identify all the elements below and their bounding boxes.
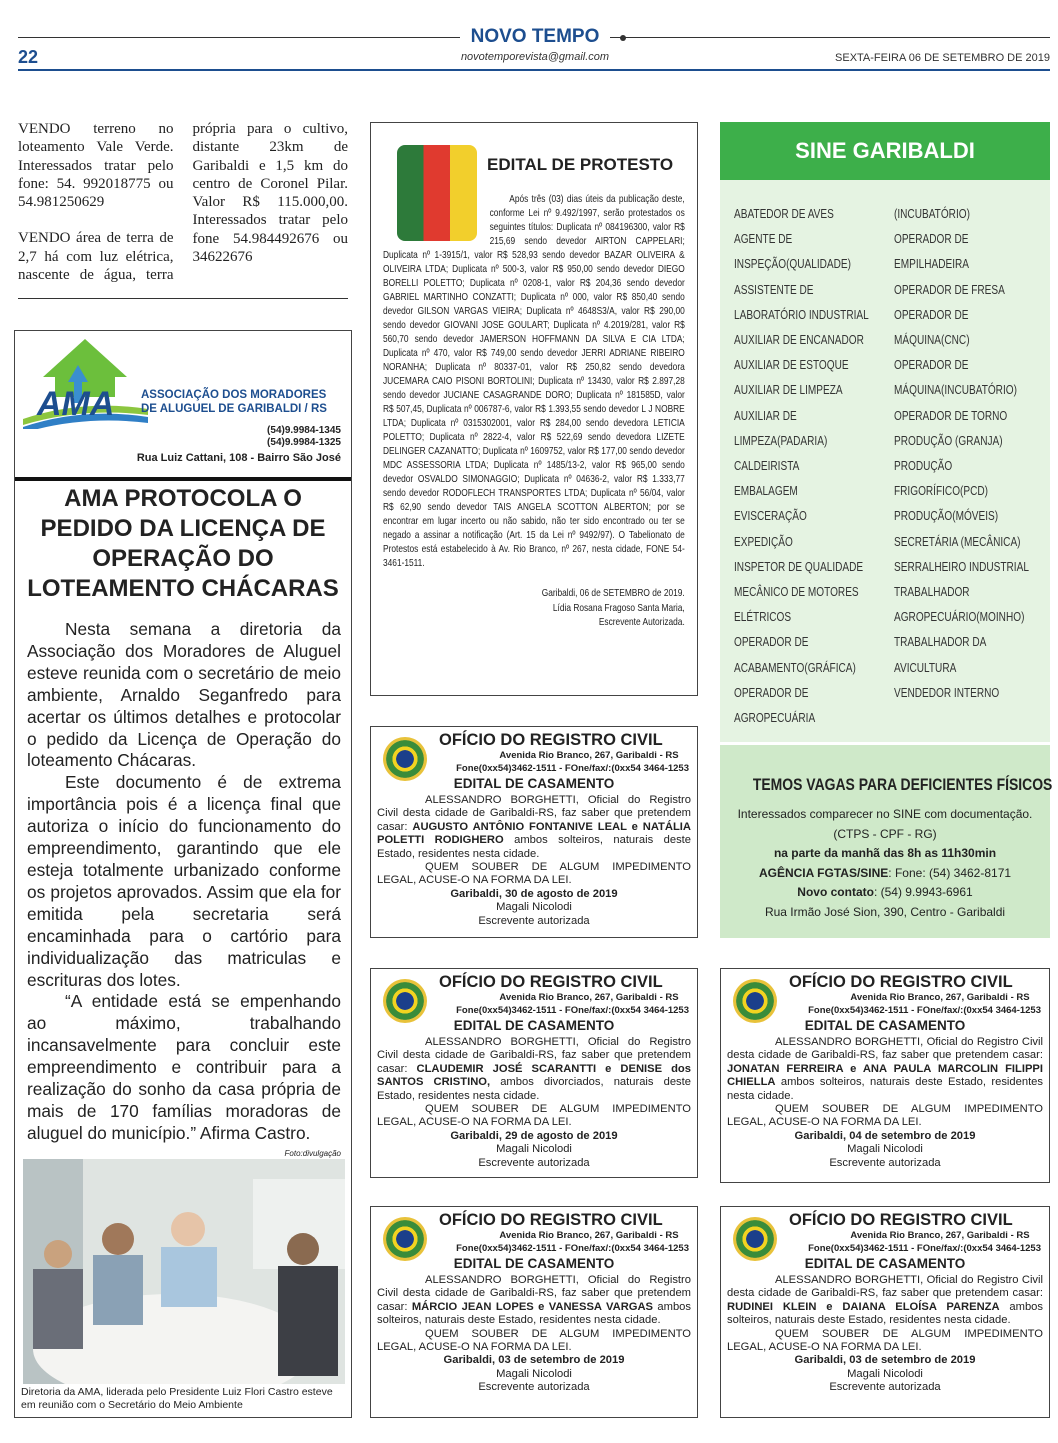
- meeting-photo: [23, 1159, 345, 1384]
- job-item: OPERADOR DE: [734, 635, 809, 650]
- notice-body: [377, 1274, 691, 1395]
- classified-ad: VENDO terreno no loteamento Vale Verde. Interessados tratar pelo fone: 54. 992018775 ou 54.981250629: [18, 121, 174, 211]
- registry-phone: Fone(0xx54)3462-1511 - FOne/fax/:(0xx54 3464-1253: [808, 1243, 1041, 1254]
- protest-notice: [370, 122, 698, 696]
- job-item: AUXILIAR DE ESTOQUE: [734, 358, 849, 373]
- intro: ALESSANDRO BORGHETTI, Oficial do Registro Civil desta cidade de Garibaldi-RS, faz saber que pretendem casar:: [377, 794, 691, 833]
- newspaper-brand: NOVO TEMPO: [460, 26, 610, 48]
- job-item: SECRETÁRIA (MECÂNICA): [894, 534, 1021, 549]
- job-item: OPERADOR DE: [894, 232, 969, 247]
- org-line: DE ALUGUEL DE GARIBALDI / RS: [141, 403, 327, 415]
- job-item: LIMPEZA(PADARIA): [734, 433, 828, 448]
- ama-logo-text: AMA: [37, 385, 115, 423]
- signer: Magali Nicolodi: [496, 1143, 572, 1156]
- registry-address: Avenida Rio Branco, 267, Garibaldi - RS: [499, 992, 679, 1003]
- notice-subtitle: EDITAL DE CASAMENTO: [453, 1018, 615, 1033]
- signer-role: Escrevente autorizada: [829, 1381, 941, 1394]
- marriage-notice: [370, 968, 698, 1178]
- registry-title: OFÍCIO DO REGISTRO CIVIL: [439, 973, 663, 991]
- notice-body: [727, 1274, 1043, 1395]
- contact-phone: [720, 883, 1050, 903]
- couple-details: ambos divorciados, naturais deste Estado, residentes nesta cidade.: [377, 1076, 691, 1102]
- job-item: EXPEDIÇÃO: [734, 534, 793, 549]
- header-blue-rule: [18, 69, 1050, 71]
- job-item: INSPEÇÃO(QUALIDADE): [734, 257, 852, 272]
- couple-names: MÁRCIO JEAN LOPES e VANESSA VARGAS: [411, 1300, 654, 1313]
- info-line: na parte da manhã das 8h as 11h30min: [773, 846, 997, 860]
- intro: ALESSANDRO BORGHETTI, Oficial do Registro Civil desta cidade de Garibaldi-RS, faz saber que pretendem casar:: [727, 1036, 1043, 1062]
- value: : Fone: (54) 3462-8171: [888, 865, 1012, 880]
- job-item: OPERADOR DE FRESA: [894, 282, 1005, 297]
- paragraph: Este documento é de extrema importância pois é a licença final que autoriza o início do funcionamento do empreendimento, garantindo que ele esteja totalmente urbanizado conforme os projetos aprovados. Assim que ela for emitida pela secretaria será encaminhada para o cartório para individualização das matriculas e escrituras dos lotes.: [27, 772, 341, 990]
- job-item: TRABALHADOR DA: [894, 635, 987, 650]
- job-item: AUXILIAR DE: [734, 408, 797, 423]
- org-line: ASSOCIAÇÃO DOS MORADORES: [141, 389, 327, 401]
- job-item: PRODUÇÃO (GRANJA): [894, 433, 1003, 448]
- warning: QUEM SOUBER DE ALGUM IMPEDIMENTO LEGAL, ACUSE-O NA FORMA DA LEI.: [727, 1103, 1043, 1129]
- job-item: AGENTE DE: [734, 232, 793, 247]
- job-item: AVICULTURA: [894, 660, 957, 675]
- job-item: AUXILIAR DE ENCANADOR: [734, 333, 864, 348]
- notice-text: [377, 1036, 691, 1103]
- notice-subtitle: EDITAL DE CASAMENTO: [804, 1018, 966, 1033]
- notice-text: Após três (03) dias úteis da publicação deste, conforme Lei nº 9.492/1997, serão protestados os seguintes títulos: Duplicata nº 084196300, valor R$ 215,69 sendo devedor AIRTON CAPPELARI; Duplicata nº 1-3915/1, valor R$ 528,93 sendo devedor BAZAR OLIVEIRA & OLIVEIRA LTDA; Duplicata nº 500-3, valor R$ 950,00 sendo devedor DIEGO BORELLI POLETTO; Duplicata nº 0208-1, valor R$ 204,36 sendo devedor GABRIEL MARTINHO CONZATTI; Duplicata nº 000, valor R$ 850,40 sendo devedor GILSON VARGAS VIEIRA; Duplicata nº 4648S3/A, valor R$ 290,00 sendo devedor GIOVANI JOSE GOULART; Duplicata nº 4.2019/281, valor R$ 560,70 sendo devedor JAMERSON HOFFMANN DA SILVA E CIA LTDA; Duplicata nº 470, valor R$ 749,00 sendo devedor JERRI ADRIANE RIBEIRO NORANHA; Duplicata nº 80337-01, valor R$ 250,82 sendo devedora JUCEMARA CAIO PISONI BORTOLINI; Duplicata nº 13430, valor R$ 2.897,28 sendo devedor JUCIANE CASAGRANDE DORO; Duplicata nº 181585D, valor R$ 507,45, Duplicata nº 006787-6, valor R$ 1.393,55 sendo devedor L J NOBRE LTDA; Duplicata nº 0315302001, valor R$ 284,00 sendo devedora LETICIA POLETTO; Duplicata nº 2822-4, valor R$ 522,69 sendo devedora LIZETE DELINGER CAZANATTO; Duplicata nº 1609752, valor R$ 177,00 sendo devedor MDC ASSESSORIA LTDA; Duplicata nº 1485/13-2, valor R$ 965,00 sendo devedor OSVALDO SIMONAGGIO; Duplicata nº 04636-2, valor R$ 1.333,77 sendo devedor RODOFLECH TRANSPORTES LTDA; Duplicata nº 56/04, valor R$ 62,90 sendo devedor TAIS ANGELA SCOTTON ALBERTON; por se encontrar em lugar incerto ou não sabido, não ter sido encontrado ou ter se negado a assinar a notificação (Art. 15 da Lei nº 9492/97). O Tabelionato de Protestos está estabelecido à Av. Rio Branco, nº 267, nesta cidade, FONE 54-3461-1511.: [383, 194, 685, 569]
- page-number: 22: [18, 47, 39, 67]
- sign-name: Lídia Rosana Fragoso Santa Maria,: [552, 602, 685, 614]
- ama-article: [14, 330, 352, 1418]
- registry-address: Avenida Rio Branco, 267, Garibaldi - RS: [499, 1230, 679, 1241]
- sine-address: Rua Irmão José Sion, 390, Centro - Garibaldi: [764, 904, 1006, 919]
- job-item: LABORATÓRIO INDUSTRIAL: [734, 307, 869, 322]
- classified-ad: VENDO área de terra de 2,7 há com luz elétrica, nascente de água, terra própria para o cultivo, distante 23km de Garibaldi e 1,5 km do centro de Coronel Pilar. Valor R$ 115.000,00. Interessados tratar pelo fone 54.984492676 ou 34622676: [18, 121, 348, 284]
- signer-role: Escrevente autorizada: [829, 1156, 941, 1169]
- sine-job-list: [720, 180, 1050, 742]
- sine-title: SINE GARIBALDI: [720, 122, 1050, 180]
- registry-address: Avenida Rio Branco, 267, Garibaldi - RS: [850, 1230, 1030, 1241]
- couple-details: ambos solteiros, naturais deste Estado, residentes nesta cidade.: [727, 1300, 1044, 1327]
- notice-title: EDITAL DE PROTESTO: [487, 155, 674, 174]
- couple-names: AUGUSTO ANTÔNIO FONTANIVE LEAL e NATÁLIA POLETTI RODIGHERO: [377, 820, 691, 847]
- intro: ALESSANDRO BORGHETTI, Oficial do Registro Civil desta cidade de Garibaldi-RS, faz saber que pretendem casar:: [377, 1274, 691, 1313]
- job-item: MÁQUINA(INCUBATÓRIO): [894, 383, 1017, 398]
- notice-text: [727, 1036, 1043, 1103]
- warning: QUEM SOUBER DE ALGUM IMPEDIMENTO LEGAL, ACUSE-O NA FORMA DA LEI.: [377, 1103, 691, 1129]
- job-item: OPERADOR DE TORNO: [894, 408, 1008, 423]
- job-item: AUXILIAR DE LIMPEZA: [734, 383, 843, 398]
- couple-details: ambos solteiros, naturais deste Estado, residentes nesta cidade.: [377, 834, 691, 860]
- ama-org-name: [141, 388, 327, 416]
- notice-signature: [727, 1130, 1043, 1170]
- notice-body: [377, 794, 691, 928]
- job-item: INSPETOR DE QUALIDADE: [734, 559, 864, 574]
- signer-role: Escrevente autorizada: [478, 914, 590, 927]
- notice-subtitle: EDITAL DE CASAMENTO: [804, 1256, 966, 1271]
- paragraph: “A entidade está se empenhando ao máximo, trabalhando incansavelmente para concluir este empreendimento e contribuir para a realização do sonho da casa própria de mais de 170 famílias moradoras de aluguel do município.” Afirma Castro.: [27, 991, 341, 1143]
- job-item: (INCUBATÓRIO): [894, 207, 970, 221]
- registry-title: OFÍCIO DO REGISTRO CIVIL: [789, 1211, 1013, 1229]
- notice-signature: [727, 1354, 1043, 1394]
- job-item: FRIGORÍFICO(PCD): [894, 484, 989, 499]
- notice-text: [727, 1274, 1043, 1328]
- job-column: [734, 202, 869, 731]
- notice-text: [377, 794, 691, 861]
- job-item: MÁQUINA(CNC): [894, 333, 970, 348]
- job-item: ASSISTENTE DE: [734, 282, 814, 297]
- issue-date: SEXTA-FEIRA 06 DE SETEMBRO DE 2019: [835, 52, 1050, 64]
- divider: [18, 298, 348, 299]
- job-item: MECÂNICO DE MOTORES: [734, 585, 859, 600]
- job-item: PRODUÇÃO(MÓVEIS): [894, 509, 999, 524]
- marriage-notice: [720, 1206, 1050, 1418]
- job-item: OPERADOR DE: [734, 685, 809, 700]
- marriage-notice: [720, 968, 1050, 1183]
- registry-address: Avenida Rio Branco, 267, Garibaldi - RS: [499, 750, 679, 761]
- ama-phones: [267, 425, 341, 449]
- registry-title: OFÍCIO DO REGISTRO CIVIL: [439, 1211, 663, 1229]
- coat-spacer: [383, 145, 490, 243]
- intro: ALESSANDRO BORGHETTI, Oficial do Registro Civil desta cidade de Garibaldi-RS, faz saber que pretendem casar:: [727, 1274, 1043, 1300]
- signer-role: Escrevente autorizada: [478, 1156, 590, 1169]
- couple-names: RUDINEI KLEIN e DAIANA ELOÍSA PARENZA: [727, 1300, 1000, 1313]
- sine-contact-box: [720, 745, 1053, 938]
- paragraph: Nesta semana a diretoria da Associação dos Moradores de Aluguel esteve reunida com o secretário de meio ambiente, Arnaldo Seganfredo para acertar os últimos detalhes e protocolar o pedido da Licença de Operação do loteamento Chácaras.: [27, 619, 341, 771]
- job-item: AGROPECUÁRIA: [734, 711, 816, 726]
- job-item: ELÉTRICOS: [734, 610, 792, 625]
- job-item: EVISCERAÇÃO: [734, 509, 807, 524]
- job-item: TRABALHADOR: [894, 585, 970, 600]
- sign-date: Garibaldi, 04 de setembro de 2019: [794, 1129, 976, 1142]
- classifieds: [18, 120, 348, 284]
- notice-text: [377, 1274, 691, 1328]
- article-body: [27, 619, 341, 1145]
- job-item: AGROPECUÁRIO(MOINHO): [894, 610, 1025, 625]
- notice-subtitle: EDITAL DE CASAMENTO: [453, 776, 615, 791]
- couple-details: ambos solteiros, naturais deste Estado, residentes nesta cidade.: [727, 1076, 1043, 1102]
- signer: Magali Nicolodi: [496, 1367, 572, 1380]
- sign-date: Garibaldi, 03 de setembro de 2019: [794, 1354, 976, 1367]
- signer: Magali Nicolodi: [496, 901, 572, 914]
- job-item: CALDEIRISTA: [734, 459, 800, 474]
- value: : (54) 9.9943-6961: [873, 885, 973, 899]
- label: Novo contato: [797, 885, 874, 899]
- signer: Magali Nicolodi: [847, 1143, 923, 1156]
- info-line: (CTPS - CPF - RG): [833, 826, 937, 841]
- registry-title: OFÍCIO DO REGISTRO CIVIL: [439, 731, 663, 749]
- warning: QUEM SOUBER DE ALGUM IMPEDIMENTO LEGAL, ACUSE-O NA FORMA DA LEI.: [377, 1327, 691, 1354]
- warning: QUEM SOUBER DE ALGUM IMPEDIMENTO LEGAL, ACUSE-O NA FORMA DA LEI.: [727, 1327, 1043, 1354]
- job-item: VENDEDOR INTERNO: [894, 685, 1000, 700]
- intro: ALESSANDRO BORGHETTI, Oficial do Registro Civil desta cidade de Garibaldi-RS, faz saber que pretendem casar:: [377, 1036, 691, 1075]
- job-item: EMPILHADEIRA: [894, 257, 970, 272]
- registry-phone: Fone(0xx54)3462-1511 - FOne/fax/:(0xx54 3464-1253: [456, 763, 689, 774]
- job-item: EMBALAGEM: [734, 484, 798, 499]
- vacancies-headline: TEMOS VAGAS PARA DEFICIENTES FÍSICOS: [752, 775, 1053, 794]
- notice-signature: [377, 1354, 691, 1394]
- sign-date: Garibaldi, 06 de SETEMBRO de 2019.: [541, 588, 685, 599]
- registry-address: Avenida Rio Branco, 267, Garibaldi - RS: [850, 992, 1030, 1003]
- notice-signature: [377, 888, 691, 928]
- job-column: [894, 202, 1029, 706]
- notice-body: [383, 145, 685, 631]
- couple-details: ambos solteiros, naturais deste Estado, residentes nesta cidade.: [377, 1300, 691, 1327]
- registry-phone: Fone(0xx54)3462-1511 - FOne/fax/:(0xx54 3464-1253: [808, 1005, 1041, 1016]
- marriage-notice: [370, 726, 698, 938]
- signer: Magali Nicolodi: [847, 1367, 923, 1380]
- article-headline: AMA PROTOCOLA O PEDIDO DA LICENÇA DE OPERAÇÃO DO LOTEAMENTO CHÁCARAS: [15, 477, 351, 604]
- notice-body: [377, 1036, 691, 1170]
- notice-signature: [377, 1130, 691, 1170]
- header-dot: [620, 35, 626, 41]
- sign-date: Garibaldi, 30 de agosto de 2019: [450, 887, 618, 900]
- photo-caption: Diretoria da AMA, liderada pelo Presidente Luiz Flori Castro esteve em reunião com o Secretário do Meio Ambiente: [21, 1386, 333, 1411]
- notice-text-block: [383, 193, 685, 571]
- job-item: ACABAMENTO(GRÁFICA): [734, 660, 856, 675]
- phone: (54)9.9984-1325: [267, 437, 341, 448]
- warning: QUEM SOUBER DE ALGUM IMPEDIMENTO LEGAL, ACUSE-O NA FORMA DA LEI.: [377, 861, 691, 887]
- job-item: SERRALHEIRO INDUSTRIAL: [894, 559, 1029, 574]
- couple-names: JONATAN FERREIRA e ANA PAULA MARCOLIN FILIPPI CHIELLA: [727, 1062, 1043, 1089]
- ama-logo: [23, 337, 148, 429]
- registry-title: OFÍCIO DO REGISTRO CIVIL: [789, 973, 1013, 991]
- job-item: ABATEDOR DE AVES: [734, 207, 834, 221]
- notice-body: [727, 1036, 1043, 1170]
- job-item: PRODUÇÃO: [894, 459, 953, 474]
- marriage-notice: [370, 1206, 698, 1418]
- ama-address: Rua Luiz Cattani, 108 - Bairro São José: [136, 452, 341, 464]
- notice-subtitle: EDITAL DE CASAMENTO: [453, 1256, 615, 1271]
- sign-date: Garibaldi, 03 de setembro de 2019: [443, 1354, 625, 1367]
- notice-signature: [383, 587, 685, 631]
- registry-phone: Fone(0xx54)3462-1511 - FOne/fax/:(0xx54 3464-1253: [456, 1005, 689, 1016]
- info-line: Interessados comparecer no SINE com documentação.: [737, 807, 1033, 821]
- sign-role: Escrevente Autorizada.: [598, 617, 685, 628]
- sign-date: Garibaldi, 29 de agosto de 2019: [450, 1129, 618, 1142]
- job-item: OPERADOR DE: [894, 358, 969, 373]
- agency-phone: [720, 864, 1050, 884]
- label: AGÊNCIA FGTAS/SINE: [758, 865, 889, 880]
- registry-phone: Fone(0xx54)3462-1511 - FOne/fax/:(0xx54 3464-1253: [456, 1243, 689, 1254]
- photo-credit: Foto:divulgação: [284, 1149, 341, 1158]
- signer-role: Escrevente autorizada: [478, 1381, 590, 1394]
- couple-names: CLAUDEMIR JOSÉ SCARANTTI e DENISE dos SANTOS CRISTINO,: [377, 1062, 691, 1089]
- phone: (54)9.9984-1345: [267, 425, 341, 436]
- job-item: OPERADOR DE: [894, 307, 969, 322]
- newspaper-email: novotemporevista@gmail.com: [460, 51, 610, 63]
